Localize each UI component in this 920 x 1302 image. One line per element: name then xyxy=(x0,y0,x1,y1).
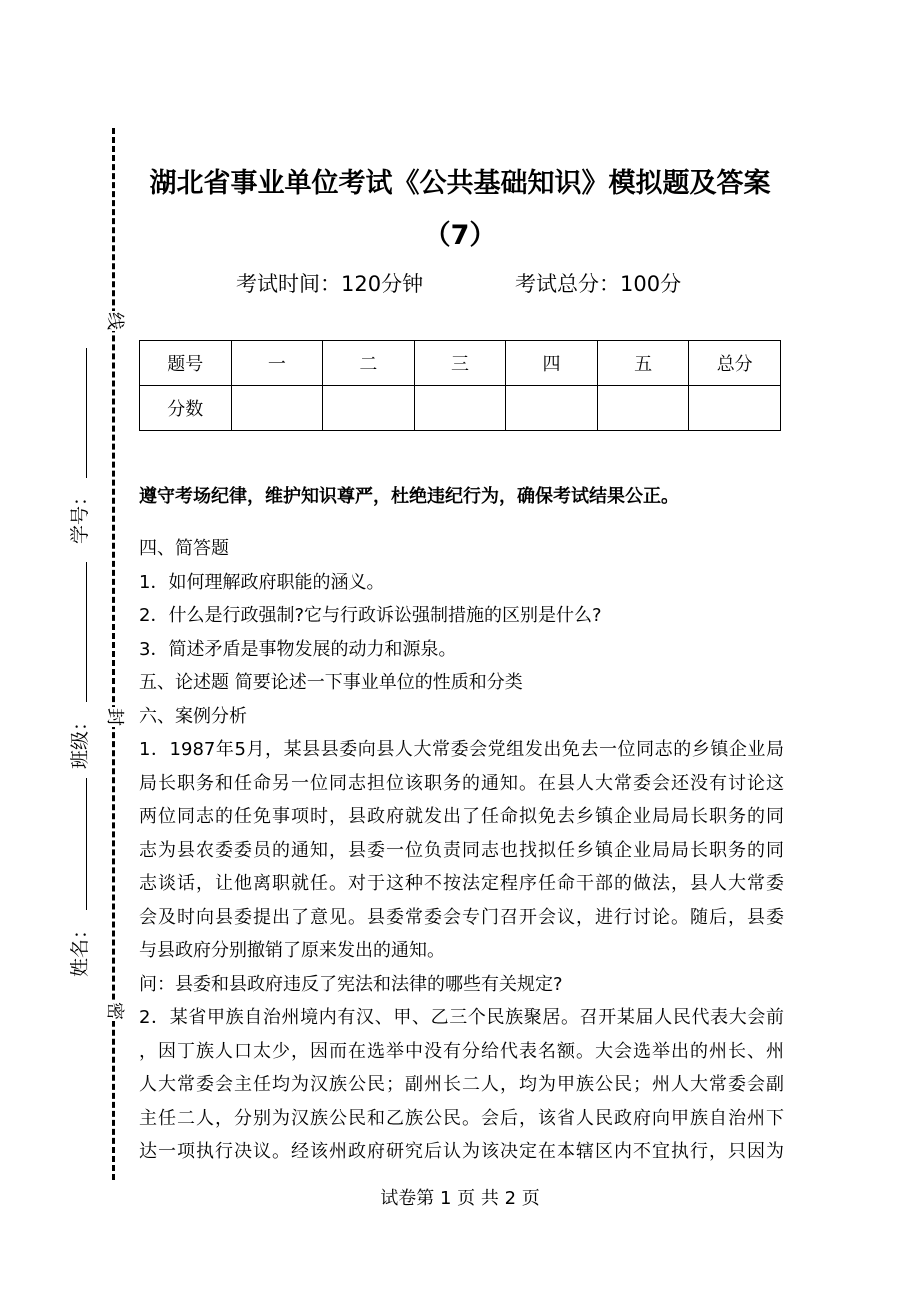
question-line: 志谈话，让他离职就任。对于这种不按法定程序任命干部的做法，县人大常委 xyxy=(139,873,784,894)
score-table xyxy=(139,340,781,431)
question-line: 与县政府分别撤销了原来发出的通知。 xyxy=(139,940,445,961)
exam-time: 考试时间：120分钟 xyxy=(236,272,424,296)
question-line: 1．如何理解政府职能的涵义。 xyxy=(139,571,385,593)
score-header-cell: 四 xyxy=(506,341,598,386)
exam-notice: 遵守考场纪律，维护知识尊严，杜绝违纪行为，确保考试结果公正。 xyxy=(139,486,679,507)
class-label: 班级： xyxy=(69,711,91,769)
page-title-number: （7） xyxy=(423,220,497,251)
question-line: 1．1987年5月，某县县委向县人大常委会党组发出免去一位同志的乡镇企业局 xyxy=(139,739,784,760)
question-body xyxy=(139,532,784,1169)
question-line: 3．简述矛盾是事物发展的动力和源泉。 xyxy=(139,638,457,660)
page-title: 湖北省事业单位考试《公共基础知识》模拟题及答案 xyxy=(149,168,771,199)
question-line: 两位同志的任免事项时，县政府就发出了任命拟免去乡镇企业局局长职务的同 xyxy=(139,806,784,827)
score-table-score-row xyxy=(140,386,781,431)
question-line: 达一项执行决议。经该州政府研究后认为该决定在本辖区内不宜执行，只因为 xyxy=(139,1141,784,1162)
binding-word-mi: 密 xyxy=(104,1002,125,1020)
score-table-header-row xyxy=(140,341,781,386)
question-line: 问：县委和县政府违反了宪法和法律的哪些有关规定? xyxy=(139,973,563,995)
question-line: ，因丁族人口太少，因而在选举中没有分给代表名额。大会选举出的州长、州 xyxy=(139,1040,784,1062)
score-header-cell: 二 xyxy=(323,341,415,386)
score-header-cell: 五 xyxy=(597,341,689,386)
question-line: 人大常委会主任均为汉族公民；副州长二人，均为甲族公民；州人大常委会副 xyxy=(139,1074,784,1095)
score-header-cell: 题号 xyxy=(140,341,232,386)
name-line xyxy=(86,778,87,910)
score-row-label: 分数 xyxy=(140,386,232,431)
score-header-cell: 总分 xyxy=(689,341,781,386)
section-heading: 六、案例分析 xyxy=(139,705,247,727)
page-footer: 试卷第 1 页 共 2 页 xyxy=(380,1188,540,1209)
question-line: 会及时向县委提出了意见。县委常委会专门召开会议，进行讨论。随后，县委 xyxy=(139,906,784,928)
student-id-line xyxy=(86,348,87,478)
score-cell[interactable] xyxy=(323,386,415,431)
score-cell[interactable] xyxy=(414,386,506,431)
score-cell[interactable] xyxy=(597,386,689,431)
student-id-label: 学号： xyxy=(69,486,91,544)
score-cell[interactable] xyxy=(506,386,598,431)
binding-word-feng: 封 xyxy=(104,708,125,726)
exam-total-score: 考试总分：100分 xyxy=(515,272,682,296)
binding-dashed-line xyxy=(112,128,115,1180)
question-line: 局长职务和任命另一位同志担位该职务的通知。在县人大常委会还没有讨论这 xyxy=(139,772,784,794)
question-line: 主任二人，分别为汉族公民和乙族公民。会后，该省人民政府向甲族自治州下 xyxy=(139,1107,784,1129)
score-cell[interactable] xyxy=(689,386,781,431)
score-header-cell: 一 xyxy=(231,341,323,386)
section-heading: 五、论述题 简要论述一下事业单位的性质和分类 xyxy=(139,672,523,693)
question-line: 2．某省甲族自治州境内有汉、甲、乙三个民族聚居。召开某届人民代表大会前 xyxy=(139,1007,784,1028)
question-line: 2．什么是行政强制?它与行政诉讼强制措施的区别是什么? xyxy=(139,605,602,626)
question-line: 志为县农委委员的通知，县委一位负责同志也找拟任乡镇企业局局长职务的同 xyxy=(139,839,784,861)
score-header-cell: 三 xyxy=(414,341,506,386)
binding-word-xian: 线 xyxy=(104,312,125,330)
name-label: 姓名： xyxy=(69,919,91,977)
score-cell[interactable] xyxy=(231,386,323,431)
class-line xyxy=(86,562,87,702)
section-heading: 四、简答题 xyxy=(139,538,229,559)
